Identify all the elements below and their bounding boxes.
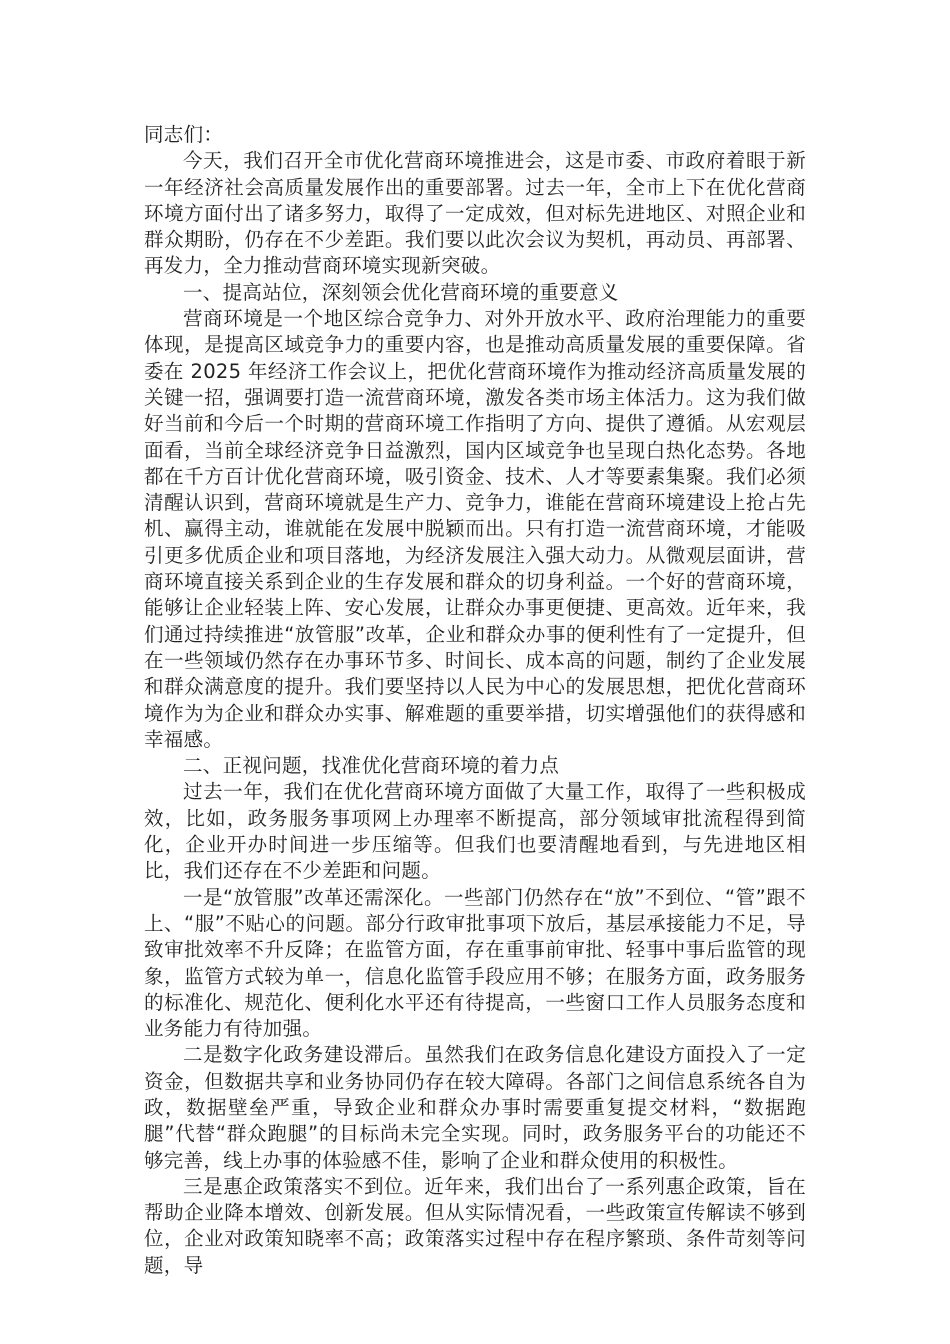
issue-1-paragraph: 一是“放管服”改革还需深化。一些部门仍然存在“放”不到位、“管”跟不上、“服”不贴心的问题。部分行政审批事项下放后，基层承接能力不足，导致审批效率不升反降；在监管方面，存在重事前审批、轻事中事后监管的现象，监管方式较为单一，信息化监管手段应用不够；在服务方面，政务服务的标准化、规范化、便利化水平还有待提高，一些窗口工作人员服务态度和业务能力有待加强。 [144, 885, 806, 1041]
issue-2-paragraph: 二是数字化政务建设滞后。虽然我们在政务信息化建设方面投入了一定资金，但数据共享和业务协同仍存在较大障碍。各部门之间信息系统各自为政，数据壁垒严重，导致企业和群众办事时需要重复提交材料，“数据跑腿”代替“群众跑腿”的目标尚未完全实现。同时，政务服务平台的功能还不够完善，线上办事的体验感不佳，影响了企业和群众使用的积极性。 [144, 1043, 806, 1172]
issue-3-paragraph: 三是惠企政策落实不到位。近年来，我们出台了一系列惠企政策，旨在帮助企业降本增效、创新发展。但从实际情况看，一些政策宣传解读不够到位，企业对政策知晓率不高；政策落实过程中存在程序繁琐、条件苛刻等问题，导 [144, 1174, 806, 1277]
document-body [144, 122, 806, 1279]
section-heading-1: 一、提高站位，深刻领会优化营商环境的重要意义 [183, 280, 619, 304]
section-1-paragraph: 营商环境是一个地区综合竞争力、对外开放水平、政府治理能力的重要体现，是提高区域竞争力的重要内容，也是推动高质量发展的重要保障。省委在 2025 年经济工作会议上，把优化营商环境作为推动经济高质量发展的关键一招，强调要打造一流营商环境，激发各类市场主体活力。这为我们做好当前和今后一个时期的营商环境工作指明了方向、提供了遵循。从宏观层面看，当前全球经济竞争日益激烈，国内区域竞争也呈现白热化态势。各地都在千方百计优化营商环境，吸引资金、技术、人才等要素集聚。我们必须清醒认识到，营商环境就是生产力、竞争力，谁能在营商环境建设上抢占先机、赢得主动，谁就能在发展中脱颖而出。只有打造一流营商环境，才能吸引更多优质企业和项目落地，为经济发展注入强大动力。从微观层面讲，营商环境直接关系到企业的生存发展和群众的切身利益。一个好的营商环境，能够让企业轻装上阵、安心发展，让群众办事更便捷、更高效。近年来，我们通过持续推进“放管服”改革，企业和群众办事的便利性有了一定提升，但在一些领域仍然存在办事环节多、时间长、成本高的问题，制约了企业发展和群众满意度的提升。我们要坚持以人民为中心的发展思想，把优化营商环境作为为企业和群众办实事、解难题的重要举措，切实增强他们的获得感和幸福感。 [144, 307, 806, 751]
salutation: 同志们： [144, 123, 224, 146]
section-2-intro-paragraph: 过去一年，我们在优化营商环境方面做了大量工作，取得了一些积极成效，比如，政务服务事项网上办理率不断提高，部分领域审批流程得到简化，企业开办时间进一步压缩等。但我们也要清醒地看到，与先进地区相比，我们还存在不少差距和问题。 [144, 780, 806, 883]
section-heading-2: 二、正视问题，找准优化营商环境的着力点 [183, 754, 560, 778]
intro-paragraph: 今天，我们召开全市优化营商环境推进会，这是市委、市政府着眼于新一年经济社会高质量发展作出的重要部署。过去一年，全市上下在优化营商环境方面付出了诸多努力，取得了一定成效，但对标先进地区、对照企业和群众期盼，仍存在不少差距。我们要以此次会议为契机，再动员、再部署、再发力，全力推动营商环境实现新突破。 [144, 149, 806, 278]
